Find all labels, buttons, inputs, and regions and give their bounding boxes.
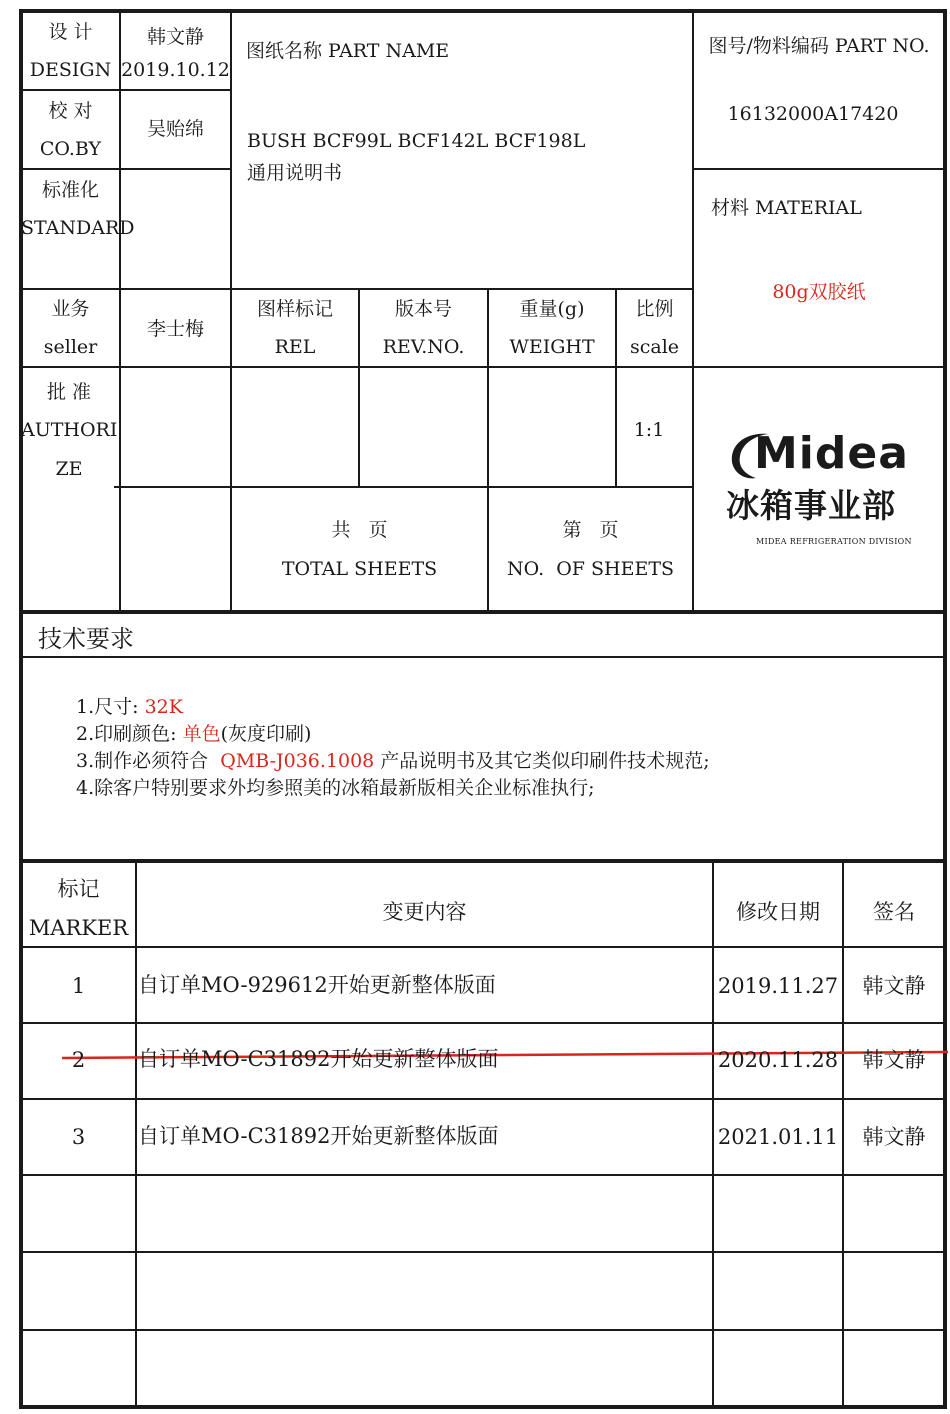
standard-label-cn: 标准化 (41, 179, 99, 201)
division-cn: 冰箱事业部 (726, 486, 896, 525)
scale-value: 1:1 (633, 419, 665, 441)
seller-name: 李士梅 (146, 318, 204, 340)
revision-sign: 韩文静 (862, 974, 926, 998)
seller-label-en: seller (43, 336, 98, 358)
design-date: 2019.10.12 (121, 59, 230, 81)
scale-label-en: scale (629, 336, 680, 358)
standard-label-en: STANDARD (21, 217, 135, 239)
material-value: 80g双胶纸 (772, 281, 866, 303)
part-no-label: 图号/物料编码 PART NO. (708, 35, 930, 57)
design-label-en: DESIGN (29, 59, 112, 81)
midea-brand: Midea (754, 428, 909, 479)
approve-label-en-2: ZE (55, 458, 83, 480)
weight-label-en: WEIGHT (509, 336, 595, 358)
checker-name: 吴贻绵 (146, 118, 204, 140)
revision-sign: 韩文静 (862, 1125, 926, 1149)
sheet-no-label-en: NO. OF SHEETS (506, 558, 675, 580)
scale-label-cn: 比例 (635, 298, 674, 320)
requirement-1: 1.尺寸: 32K (76, 696, 183, 718)
midea-logo (696, 412, 945, 562)
revision-marker: 3 (71, 1125, 86, 1149)
requirement-2-value: 单色 (182, 723, 221, 745)
check-label-en: CO.BY (39, 138, 102, 160)
rel-label-en: REL (274, 336, 316, 358)
weight-label-cn: 重量(g) (519, 298, 585, 320)
revision-sign: 韩文静 (862, 1048, 926, 1072)
sign-header: 签名 (873, 900, 915, 924)
part-name-line-1: BUSH BCF99L BCF142L BCF198L (247, 130, 586, 152)
content-header: 变更内容 (382, 900, 467, 924)
revision-content: 自订单MO-929612开始更新整体版面 (138, 973, 496, 997)
sheet-no-label-cn: 第 页 (562, 519, 619, 541)
check-label-cn: 校 对 (48, 100, 93, 122)
part-no-value: 16132000A17420 (727, 103, 899, 125)
approve-label-cn: 批 准 (46, 381, 92, 403)
revision-marker: 1 (71, 974, 86, 998)
approve-label-en-1: AUTHORI (21, 419, 118, 441)
revision-date: 2019.11.27 (717, 974, 839, 998)
part-name-label: 图纸名称 PART NAME (246, 40, 450, 62)
requirement-1-value: 32K (144, 696, 183, 718)
requirements-heading: 技术要求 (38, 625, 134, 653)
date-header: 修改日期 (736, 900, 820, 924)
revision-content: 自订单MO-C31892开始更新整体版面 (138, 1047, 499, 1071)
rel-label-cn: 图样标记 (256, 298, 333, 320)
material-label: 材料 MATERIAL (711, 197, 862, 219)
revision-date: 2020.11.28 (717, 1048, 839, 1072)
marker-header-cn: 标记 (57, 877, 100, 901)
marker-header-en: MARKER (28, 916, 129, 940)
total-sheets-label-cn: 共 页 (331, 519, 388, 541)
requirement-4: 4.除客户特别要求外均参照美的冰箱最新版相关企业标准执行; (76, 777, 595, 799)
seller-label-cn: 业务 (51, 298, 90, 320)
designer-name: 韩文静 (146, 26, 204, 48)
revision-marker: 2 (71, 1048, 86, 1072)
requirement-2: 2.印刷颜色: 单色(灰度印刷) (76, 723, 312, 745)
rev-label-en: REV.NO. (382, 336, 465, 358)
revision-content: 自订单MO-C31892开始更新整体版面 (138, 1124, 499, 1148)
part-name-line-2: 通用说明书 (247, 162, 343, 184)
division-en: MIDEA REFRIGERATION DIVISION (756, 537, 912, 546)
total-sheets-label-en: TOTAL SHEETS (281, 558, 438, 580)
rev-label-cn: 版本号 (394, 298, 452, 320)
requirement-3: 3.制作必须符合 QMB-J036.1008 产品说明书及其它类似印刷件技术规范; (76, 750, 710, 772)
revision-date: 2021.01.11 (717, 1125, 839, 1149)
requirements-list (76, 694, 710, 802)
design-label-cn: 设 计 (48, 21, 93, 43)
requirement-3-value: QMB-J036.1008 (220, 750, 375, 772)
